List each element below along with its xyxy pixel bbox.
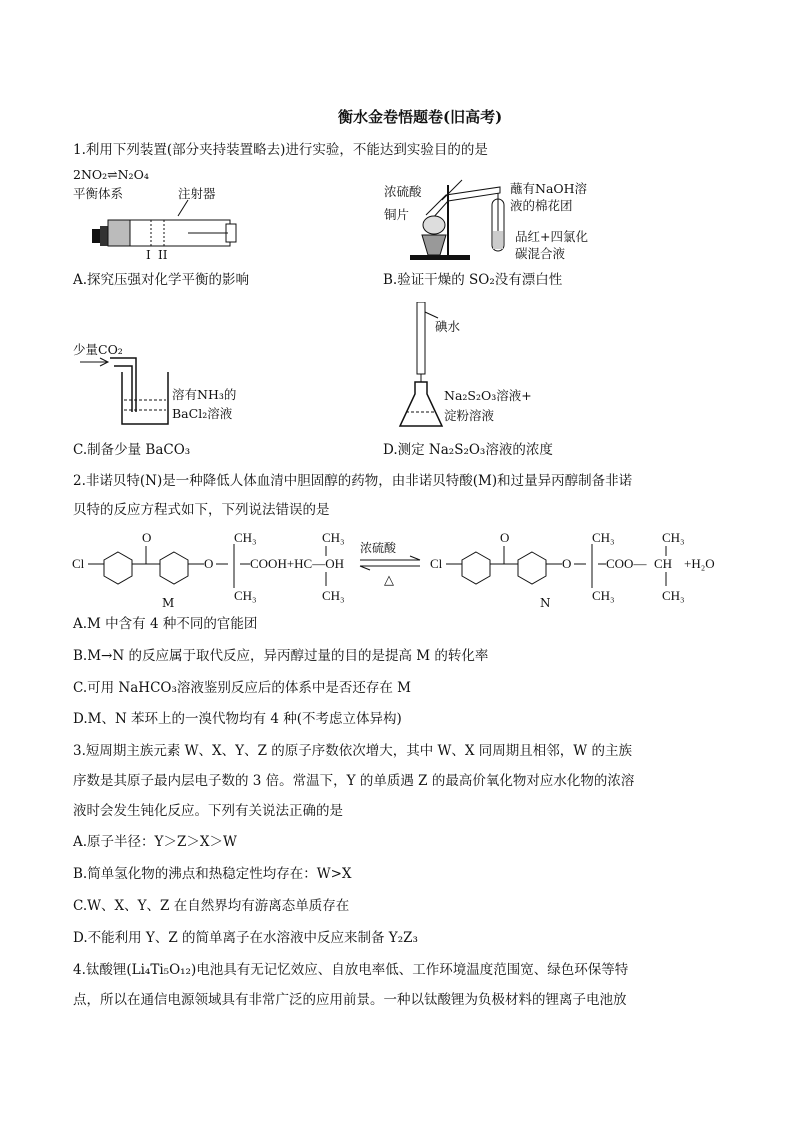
question-4-stem-line-2: 点，所以在通信电源领域具有非常广泛的应用前景。一种以钛酸锂为负极材料的锂离子电池放 — [73, 992, 627, 1008]
q3-option-c: C.W、X、Y、Z 在自然界均有游离态单质存在 — [73, 898, 350, 914]
q1-c-gas-label: 少量CO₂ — [73, 342, 123, 357]
reaction-ketone-o-left: O — [142, 530, 152, 545]
reaction-ether-o-left: O — [204, 556, 214, 571]
reaction-ch3-bottom-left: CH₃ — [234, 588, 257, 603]
reaction-ester: COO— — [606, 556, 647, 571]
beaker-apparatus-icon — [80, 352, 175, 432]
q1-option-b: B.验证干燥的 SO₂没有漂白性 — [383, 272, 563, 288]
question-2-stem-line-2: 贝特的反应方程式如下，下列说法错误的是 — [73, 502, 330, 518]
reaction-water: +H₂O — [684, 556, 715, 571]
question-3-stem-line-3: 液时会发生钝化反应。下列有关说法正确的是 — [73, 803, 343, 819]
q2-option-d: D.M、N 苯环上的一溴代物均有 4 种(不考虑立体异构) — [73, 711, 402, 727]
reaction-label-n: N — [540, 596, 551, 610]
q1-a-system-label: 平衡体系 — [73, 186, 124, 201]
reaction-ch3-top-left: CH₃ — [234, 530, 257, 545]
q2-option-b: B.M→N 的反应属于取代反应，异丙醇过量的目的是提高 M 的转化率 — [73, 648, 489, 664]
reaction-ch3-bottom-isopropyl: CH₃ — [662, 588, 685, 603]
syringe-apparatus-icon — [88, 198, 248, 250]
q1-c-liquid-label-1: 溶有NH₃的 — [172, 387, 237, 402]
sulfur-dioxide-apparatus-icon — [400, 175, 515, 265]
q3-option-b: B.简单氢化物的沸点和热稳定性均存在：W>X — [73, 866, 352, 882]
q1-a-equilibrium-equation: 2NO₂⇌N₂O₄ — [73, 167, 149, 182]
reaction-ch3-top-alcohol: CH₃ — [322, 530, 345, 545]
q1-option-c: C.制备少量 BaCO₃ — [73, 442, 191, 458]
page-title: 衡水金卷悟题卷(旧高考) — [338, 108, 503, 126]
reaction-catalyst: 浓硫酸 — [360, 541, 397, 555]
q1-option-d: D.测定 Na₂S₂O₃溶液的浓度 — [383, 442, 553, 458]
reaction-ch3-bottom-alcohol: CH₃ — [322, 588, 345, 603]
q1-option-a: A.探究压强对化学平衡的影响 — [73, 272, 250, 288]
reaction-ch: CH — [654, 556, 673, 571]
q1-b-cotton-label: 蘸有NaOH溶液的棉花团 — [510, 181, 588, 213]
reaction-ch3-top-right: CH₃ — [592, 530, 615, 545]
reaction-ch3-bottom-right: CH₃ — [592, 588, 615, 603]
titration-apparatus-icon — [398, 302, 448, 432]
reaction-label-m: M — [162, 596, 175, 610]
reaction-ch3-top-isopropyl: CH₃ — [662, 530, 685, 545]
reaction-ketone-o-right: O — [500, 530, 510, 545]
reaction-ether-o-right: O — [562, 556, 572, 571]
reaction-heat: △ — [384, 572, 394, 587]
q1-b-solution-label: 品红+四氯化碳混合液 — [515, 229, 588, 261]
question-2-stem-line-1: 2.非诺贝特(N)是一种降低人体血清中胆固醇的药物，由非诺贝特酸(M)和过量异丙醇制备非诺 — [73, 473, 633, 489]
q2-option-c: C.可用 NaHCO₃溶液鉴别反应后的体系中是否还存在 M — [73, 680, 411, 696]
reaction-cl-left: Cl — [72, 556, 85, 571]
question-3-stem-line-2: 序数是其原子最内层电子数的 3 倍。常温下，Y 的单质遇 Z 的最高价氧化物对应水化物的浓溶 — [73, 773, 635, 789]
q3-option-d: D.不能利用 Y、Z 的简单离子在水溶液中反应来制备 Y₂Z₃ — [73, 930, 418, 946]
q1-d-iodine-label: 碘水 — [435, 319, 461, 334]
q1-a-syringe-label: 注射器 — [178, 186, 216, 201]
question-4-stem-line-1: 4.钛酸锂(Li₄Ti₅O₁₂)电池具有无记忆效应、自放电率低、工作环境温度范围宽、绿色环保等特 — [73, 962, 629, 978]
question-3-stem-line-1: 3.短周期主族元素 W、X、Y、Z 的原子序数依次增大，其中 W、X 同周期且相邻，W 的主族 — [73, 743, 632, 759]
q1-a-mark-1: I — [146, 248, 151, 262]
reaction-cl-right: Cl — [430, 556, 443, 571]
q2-option-a: A.M 中含有 4 种不同的官能团 — [73, 616, 258, 632]
q1-d-flask-label-1: Na₂S₂O₃溶液+ — [444, 388, 532, 403]
q1-a-mark-2: II — [158, 248, 168, 262]
q1-c-liquid-label-2: BaCl₂溶液 — [172, 406, 233, 421]
reaction-cooh: COOH+HC—OH — [250, 556, 345, 571]
q1-d-flask-label-2: 淀粉溶液 — [444, 408, 495, 423]
question-1-stem: 1.利用下列装置(部分夹持装置略去)进行实验，不能达到实验目的的是 — [73, 142, 488, 158]
q1-b-copper-label: 铜片 — [384, 207, 410, 222]
q1-b-acid-label: 浓硫酸 — [384, 184, 422, 199]
q3-option-a: A.原子半径：Y＞Z＞X＞W — [73, 834, 237, 850]
